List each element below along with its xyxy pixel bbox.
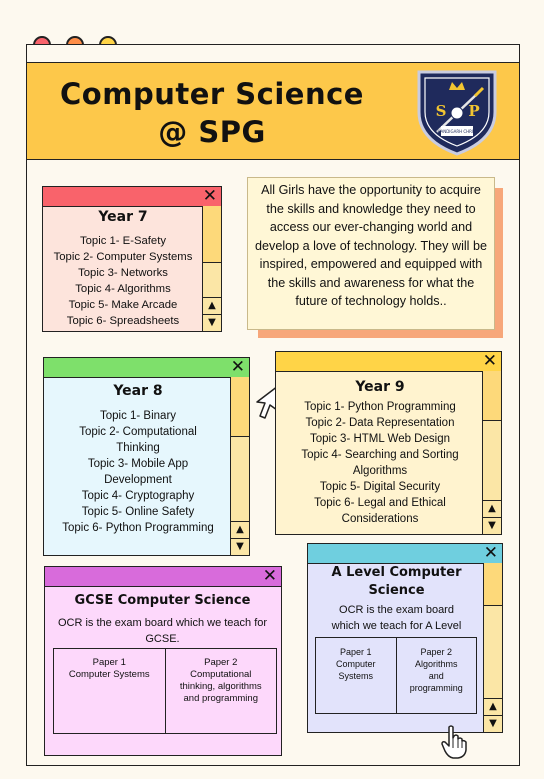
topic-item: Topic 1- E-Safety [79, 235, 167, 247]
year7-topics [43, 233, 203, 329]
alevel-title-line: Science [368, 583, 425, 598]
crest-motto: CHANDIGARH CHRISTI [434, 129, 480, 134]
topic-item: Topic 5- Online Safety [81, 506, 195, 518]
gcse-window [44, 566, 282, 756]
paper-desc: programming [409, 683, 463, 693]
paper-desc: Algorithms [414, 659, 458, 669]
scroll-up-icon[interactable]: ▲ [203, 297, 221, 314]
alevel-desc-line: which we teach for A Level [331, 620, 462, 632]
year7-window [42, 186, 222, 332]
paper-desc: and [428, 671, 444, 681]
close-icon[interactable]: ✕ [202, 186, 217, 206]
topic-item: Topic 3- Mobile App [87, 458, 189, 470]
scroll-thumb[interactable] [231, 377, 249, 437]
topic-item: Topic 4- Searching and Sorting [301, 449, 459, 461]
topic-item: Topic 3- HTML Web Design [310, 433, 450, 445]
paper-desc: Computational [190, 669, 252, 680]
topic-item: Thinking [116, 442, 160, 454]
alevel-papers-table [315, 637, 477, 714]
topic-item: Topic 6- Legal and Ethical [314, 497, 446, 509]
paper-desc: Systems [338, 671, 373, 681]
scroll-down-icon[interactable]: ▼ [483, 517, 501, 534]
gcse-desc-line: GCSE. [145, 633, 180, 645]
scroll-up-icon[interactable]: ▲ [483, 500, 501, 517]
paper-label: Paper 1 [92, 657, 126, 668]
gcse-description [45, 615, 280, 647]
topic-item: Topic 3- Networks [78, 267, 168, 279]
gcse-papers-table [53, 648, 277, 734]
year8-window [43, 357, 250, 556]
year8-topics [44, 408, 232, 536]
scroll-up-icon[interactable]: ▲ [231, 521, 249, 538]
school-crest-icon [415, 66, 499, 156]
scroll-down-icon[interactable]: ▼ [231, 538, 249, 555]
year7-title: Year 7 [98, 209, 148, 225]
paper-desc: thinking, algorithms [179, 681, 262, 692]
scroll-up-icon[interactable]: ▲ [484, 698, 502, 715]
close-icon[interactable]: ✕ [483, 543, 498, 563]
year9-title: Year 9 [355, 379, 405, 395]
alevel-paper1 [316, 638, 396, 713]
year7-titlebar [43, 187, 221, 207]
paper-desc: Computer Systems [68, 669, 150, 680]
year9-scrollbar[interactable] [482, 371, 501, 534]
paper-label: Paper 2 [204, 657, 238, 668]
scroll-thumb[interactable] [484, 563, 502, 606]
topic-item: Topic 2- Computational [79, 426, 197, 438]
alevel-scrollbar[interactable] [483, 563, 502, 732]
year9-titlebar [276, 352, 501, 372]
topic-item: Topic 6- Python Programming [62, 522, 214, 534]
year9-topics [276, 399, 484, 527]
topic-item: Topic 2- Computer Systems [53, 251, 193, 263]
year8-title: Year 8 [113, 383, 163, 399]
gcse-desc-line: OCR is the exam board which we teach for [57, 617, 268, 629]
year8-titlebar [44, 358, 249, 378]
paper-desc: Computer [335, 659, 376, 669]
title-line1: Computer Science [60, 77, 364, 111]
gcse-titlebar [45, 567, 281, 587]
scroll-thumb[interactable] [483, 371, 501, 421]
scroll-down-icon[interactable]: ▼ [484, 715, 502, 732]
topic-item: Development [104, 474, 172, 486]
alevel-window [307, 543, 503, 733]
scroll-thumb[interactable] [203, 206, 221, 263]
paper-label: Paper 1 [339, 647, 372, 657]
year9-window [275, 351, 502, 535]
close-icon[interactable]: ✕ [230, 357, 245, 377]
close-icon[interactable]: ✕ [482, 351, 497, 371]
alevel-title [308, 564, 485, 600]
alevel-description [308, 602, 485, 634]
scroll-down-icon[interactable]: ▼ [203, 314, 221, 331]
year8-scrollbar[interactable] [230, 377, 249, 555]
topic-item: Topic 2- Data Representation [305, 417, 455, 429]
topic-item: Considerations [341, 513, 419, 525]
crest-letter-s: S [435, 102, 447, 120]
topic-item: Topic 4- Algorithms [75, 283, 171, 295]
gcse-title: GCSE Computer Science [74, 593, 251, 608]
hand-cursor-icon [440, 724, 470, 760]
alevel-desc-line: OCR is the exam board [339, 604, 454, 616]
year7-scrollbar[interactable] [202, 206, 221, 331]
topic-item: Topic 4- Cryptography [81, 490, 195, 502]
paper-label: Paper 2 [420, 647, 453, 657]
topic-item: Topic 1- Python Programming [304, 401, 456, 413]
gcse-paper2 [165, 649, 277, 733]
alevel-paper2 [396, 638, 477, 713]
topic-item: Topic 5- Make Arcade [68, 299, 178, 311]
close-icon[interactable]: ✕ [262, 566, 277, 586]
topic-item: Topic 5- Digital Security [319, 481, 441, 493]
crest-letter-p: P [468, 102, 480, 120]
topic-item: Topic 1- Binary [99, 410, 177, 422]
paper-desc: and programming [183, 693, 258, 704]
gcse-paper1 [54, 649, 165, 733]
intro-text: All Girls have the opportunity to acquire the skills and knowledge they need to access our ever-changing world and develop a love of technology. They will be inspired, empowered and equipped with the skills and awareness for what the future of technology holds.. [247, 177, 495, 330]
alevel-titlebar [308, 544, 502, 564]
alevel-title-line: A Level Computer [331, 565, 462, 580]
topic-item: Topic 6- Spreadsheets [66, 315, 180, 327]
topic-item: Algorithms [352, 465, 408, 477]
title-line2: @ SPG [158, 115, 266, 149]
